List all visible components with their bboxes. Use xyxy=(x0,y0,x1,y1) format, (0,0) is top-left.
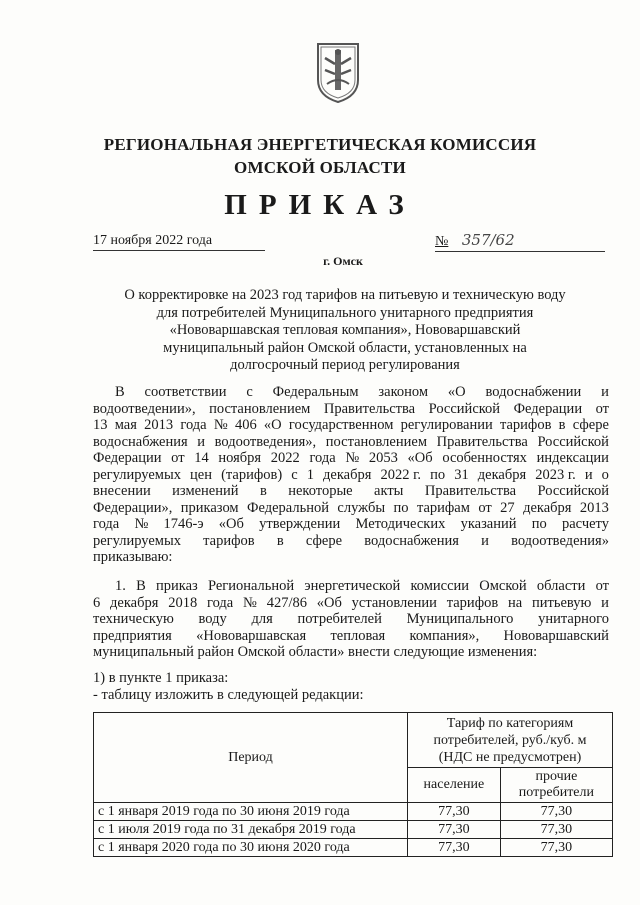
word: декабря xyxy=(477,466,527,483)
word: Муниципального xyxy=(406,611,514,627)
population-tariff-cell: 77,30 xyxy=(408,839,501,857)
paragraph-line xyxy=(93,450,609,467)
word: 1. xyxy=(115,578,126,594)
word: регулировании xyxy=(400,417,493,433)
paragraph-line xyxy=(93,516,609,533)
word: года xyxy=(309,450,336,466)
word: ноября xyxy=(218,450,262,466)
word: «Об xyxy=(316,594,342,611)
word: питьевую xyxy=(531,594,592,611)
organization-line: ОМСКОЙ ОБЛАСТИ xyxy=(234,158,406,177)
word: и xyxy=(601,594,609,611)
paragraph-line xyxy=(93,611,609,628)
city-label: г. Омск xyxy=(323,254,363,268)
paragraph-line xyxy=(93,467,609,484)
word: 2022 xyxy=(270,450,300,466)
word: Федерации», xyxy=(93,499,173,516)
word: по xyxy=(531,516,547,532)
word: 406 xyxy=(234,417,257,433)
word: 31 xyxy=(454,466,469,483)
paragraph-line xyxy=(93,628,609,645)
word: от xyxy=(478,499,492,516)
paragraph-last-line: приказываю: xyxy=(93,549,173,565)
subject-line: О корректировке на 2023 год тарифов на питьевую и техническую воду xyxy=(124,287,566,303)
period-cell: с 1 января 2020 года по 30 июня 2020 года xyxy=(94,839,408,857)
number-handwritten-value: 357/62 xyxy=(461,231,515,249)
word: 2023 г. xyxy=(535,466,576,483)
word: и xyxy=(601,384,609,400)
word: и xyxy=(481,532,489,549)
word: сфере xyxy=(305,532,343,549)
word: 14 xyxy=(194,450,209,466)
word: Российской xyxy=(428,400,501,417)
word: Правительства xyxy=(323,400,416,417)
word: декабря xyxy=(323,466,372,483)
word: 1 xyxy=(306,466,314,483)
organization-line: РЕГИОНАЛЬНАЯ ЭНЕРГЕТИЧЕСКАЯ КОМИССИЯ xyxy=(103,135,537,154)
population-column-header: население xyxy=(408,768,501,803)
word: государственном xyxy=(288,417,394,433)
document-type-title: ПРИКАЗ xyxy=(224,189,416,221)
word: 2053 xyxy=(368,450,398,466)
word: тепловая xyxy=(330,627,386,644)
word: 13 xyxy=(93,417,108,433)
word: мая xyxy=(114,417,137,433)
word: водоснабжении xyxy=(485,384,582,400)
population-tariff-cell: 77,30 xyxy=(408,803,501,821)
word: 2022 г. xyxy=(380,466,422,483)
word: с xyxy=(291,466,298,483)
word: № xyxy=(345,450,360,466)
word: тарифов xyxy=(446,594,499,611)
paragraph-line xyxy=(93,384,609,401)
word: техническую xyxy=(93,611,174,627)
word: некоторые xyxy=(288,483,353,499)
word: законом xyxy=(378,384,429,400)
word: № xyxy=(243,594,257,611)
tariff-group-header xyxy=(408,713,613,768)
word: области xyxy=(536,578,586,594)
other-tariff-cell: 77,30 xyxy=(500,803,612,821)
word: по xyxy=(430,466,446,483)
period-cell: с 1 января 2019 года по 30 июня 2019 года xyxy=(94,803,408,821)
word: тарифам xyxy=(416,499,470,516)
subject-line: долгосрочный период регулирования xyxy=(230,357,460,373)
word: В xyxy=(115,384,125,400)
word: от xyxy=(595,400,609,417)
tariff-group-header-line: (НДС не предусмотрен) xyxy=(438,749,582,765)
word: регулируемых xyxy=(93,466,181,483)
word: особенностях xyxy=(442,450,527,466)
subject-line: «Нововаршавская тепловая компания», Нововаршавский xyxy=(169,322,521,338)
word: 2013 xyxy=(579,499,609,516)
word: водоотведения» xyxy=(511,532,609,549)
word: № xyxy=(134,516,149,532)
word: приказом xyxy=(180,499,239,516)
word: энергетической xyxy=(304,578,401,594)
word: 1746-э xyxy=(163,516,204,532)
word: для xyxy=(251,611,273,627)
word: соответствии xyxy=(144,384,227,400)
word: акты xyxy=(374,483,404,499)
organization-name xyxy=(0,133,640,179)
word: Нововаршавский xyxy=(503,627,609,644)
omsk-region-coat-of-arms-icon xyxy=(315,40,361,104)
word: Федерации xyxy=(93,450,162,466)
paragraph-line xyxy=(93,483,609,500)
paragraph-line xyxy=(93,434,609,451)
word: 2018 xyxy=(168,594,198,611)
word: водоотведения», xyxy=(214,433,317,450)
word: Российской xyxy=(537,483,609,499)
period-cell: с 1 июля 2019 года по 31 декабря 2019 года xyxy=(94,821,408,839)
subject-line: муниципальный район Омской области, установленных на xyxy=(163,339,527,356)
word: декабря xyxy=(110,594,159,611)
word: 2013 xyxy=(144,417,174,433)
word: Федерации xyxy=(513,400,583,417)
word: В xyxy=(136,578,146,594)
word: года xyxy=(93,516,120,532)
subitem-paragraph: 1) в пункте 1 приказа: xyxy=(93,670,229,686)
word: приказ xyxy=(155,578,198,594)
word: комиссии xyxy=(410,578,470,594)
word: в xyxy=(259,483,267,499)
item-1-paragraph xyxy=(93,578,609,661)
word: компания», xyxy=(409,627,480,644)
word: Региональной xyxy=(207,578,295,594)
word: регулируемых xyxy=(93,532,181,549)
word: Методических xyxy=(355,516,446,532)
subject-line: для потребителей Муниципального унитарного предприятия xyxy=(156,304,534,321)
word: года xyxy=(207,594,234,611)
other-consumers-column-header xyxy=(500,768,612,803)
paragraph-line xyxy=(93,500,609,517)
word: сфере xyxy=(572,417,609,433)
word: тарифов xyxy=(499,417,552,433)
word: «Об xyxy=(407,450,433,466)
other-tariff-cell: 77,30 xyxy=(500,839,612,857)
table-row xyxy=(94,803,613,821)
other-consumers-header-line: потребители xyxy=(518,785,595,800)
word: предприятия xyxy=(93,627,172,644)
word: в xyxy=(558,417,566,433)
word: водоснабжения xyxy=(93,433,188,450)
order-subject xyxy=(100,287,590,375)
word: установлении xyxy=(351,594,437,611)
other-consumers-header-line: прочие xyxy=(535,769,578,784)
word: унитарного xyxy=(538,611,609,627)
word: Правительства xyxy=(424,483,517,499)
word: о xyxy=(601,466,609,483)
word: Федеральным xyxy=(272,384,359,400)
word: 427/86 xyxy=(266,594,307,611)
word: изменений xyxy=(172,483,239,499)
word: «Нововаршавская xyxy=(196,627,307,644)
word: (тарифов) xyxy=(221,466,283,483)
order-date: 17 ноября 2022 года xyxy=(93,233,265,251)
table-row xyxy=(94,821,613,839)
tariff-group-header-line: Тариф по категориям xyxy=(446,715,574,731)
table-row xyxy=(94,839,613,857)
word: индексации xyxy=(536,450,609,466)
word: с xyxy=(246,384,253,400)
word: воду xyxy=(198,611,227,627)
word: декабря xyxy=(523,499,572,516)
word: Омской xyxy=(479,578,527,594)
word: года xyxy=(180,417,207,433)
period-column-header: Период xyxy=(94,713,408,803)
word: 27 xyxy=(500,499,515,516)
tariff-group-header-line: потребителей, руб./куб. м xyxy=(433,732,587,748)
word: «Об xyxy=(218,516,244,532)
word: водоотведении», xyxy=(93,400,196,417)
word: «О xyxy=(263,417,282,433)
word: от xyxy=(171,450,185,466)
word: потребителей xyxy=(297,611,382,627)
word: в xyxy=(276,532,284,549)
paragraph-line xyxy=(93,578,609,595)
word: утверждении xyxy=(259,516,341,532)
word: постановлением xyxy=(209,400,311,417)
order-number xyxy=(435,231,605,252)
paragraph-line xyxy=(93,533,609,550)
tariff-table xyxy=(93,712,613,857)
word: внесении xyxy=(93,483,151,499)
population-tariff-cell: 77,30 xyxy=(408,821,501,839)
word: 6 xyxy=(93,594,101,611)
word: Правительства xyxy=(436,433,528,450)
word: Российской xyxy=(537,433,609,450)
word: расчету xyxy=(561,516,609,532)
word: «О xyxy=(447,384,466,400)
paragraph-line xyxy=(93,417,609,434)
word: водоснабжения xyxy=(364,532,459,549)
word: и xyxy=(197,433,206,450)
word: тарифов xyxy=(203,532,255,549)
word: Федеральной xyxy=(247,499,329,516)
word: № xyxy=(213,417,228,433)
number-sign: № xyxy=(435,234,449,249)
paragraph-last-line: муниципальный район Омской области» внести следующие изменения: xyxy=(93,644,538,660)
paragraph-line xyxy=(93,595,609,612)
instruction-paragraph: - таблицу изложить в следующей редакции: xyxy=(93,687,364,703)
word: постановлением xyxy=(325,433,427,450)
word: на xyxy=(507,594,523,611)
word: и xyxy=(584,466,593,483)
word: от xyxy=(595,578,609,594)
word: по xyxy=(393,499,409,516)
word: службы xyxy=(337,499,386,516)
other-tariff-cell: 77,30 xyxy=(500,821,612,839)
paragraph-line xyxy=(93,401,609,418)
preamble-paragraph xyxy=(93,384,609,566)
word: указаний xyxy=(460,516,517,532)
word: цен xyxy=(190,466,212,483)
